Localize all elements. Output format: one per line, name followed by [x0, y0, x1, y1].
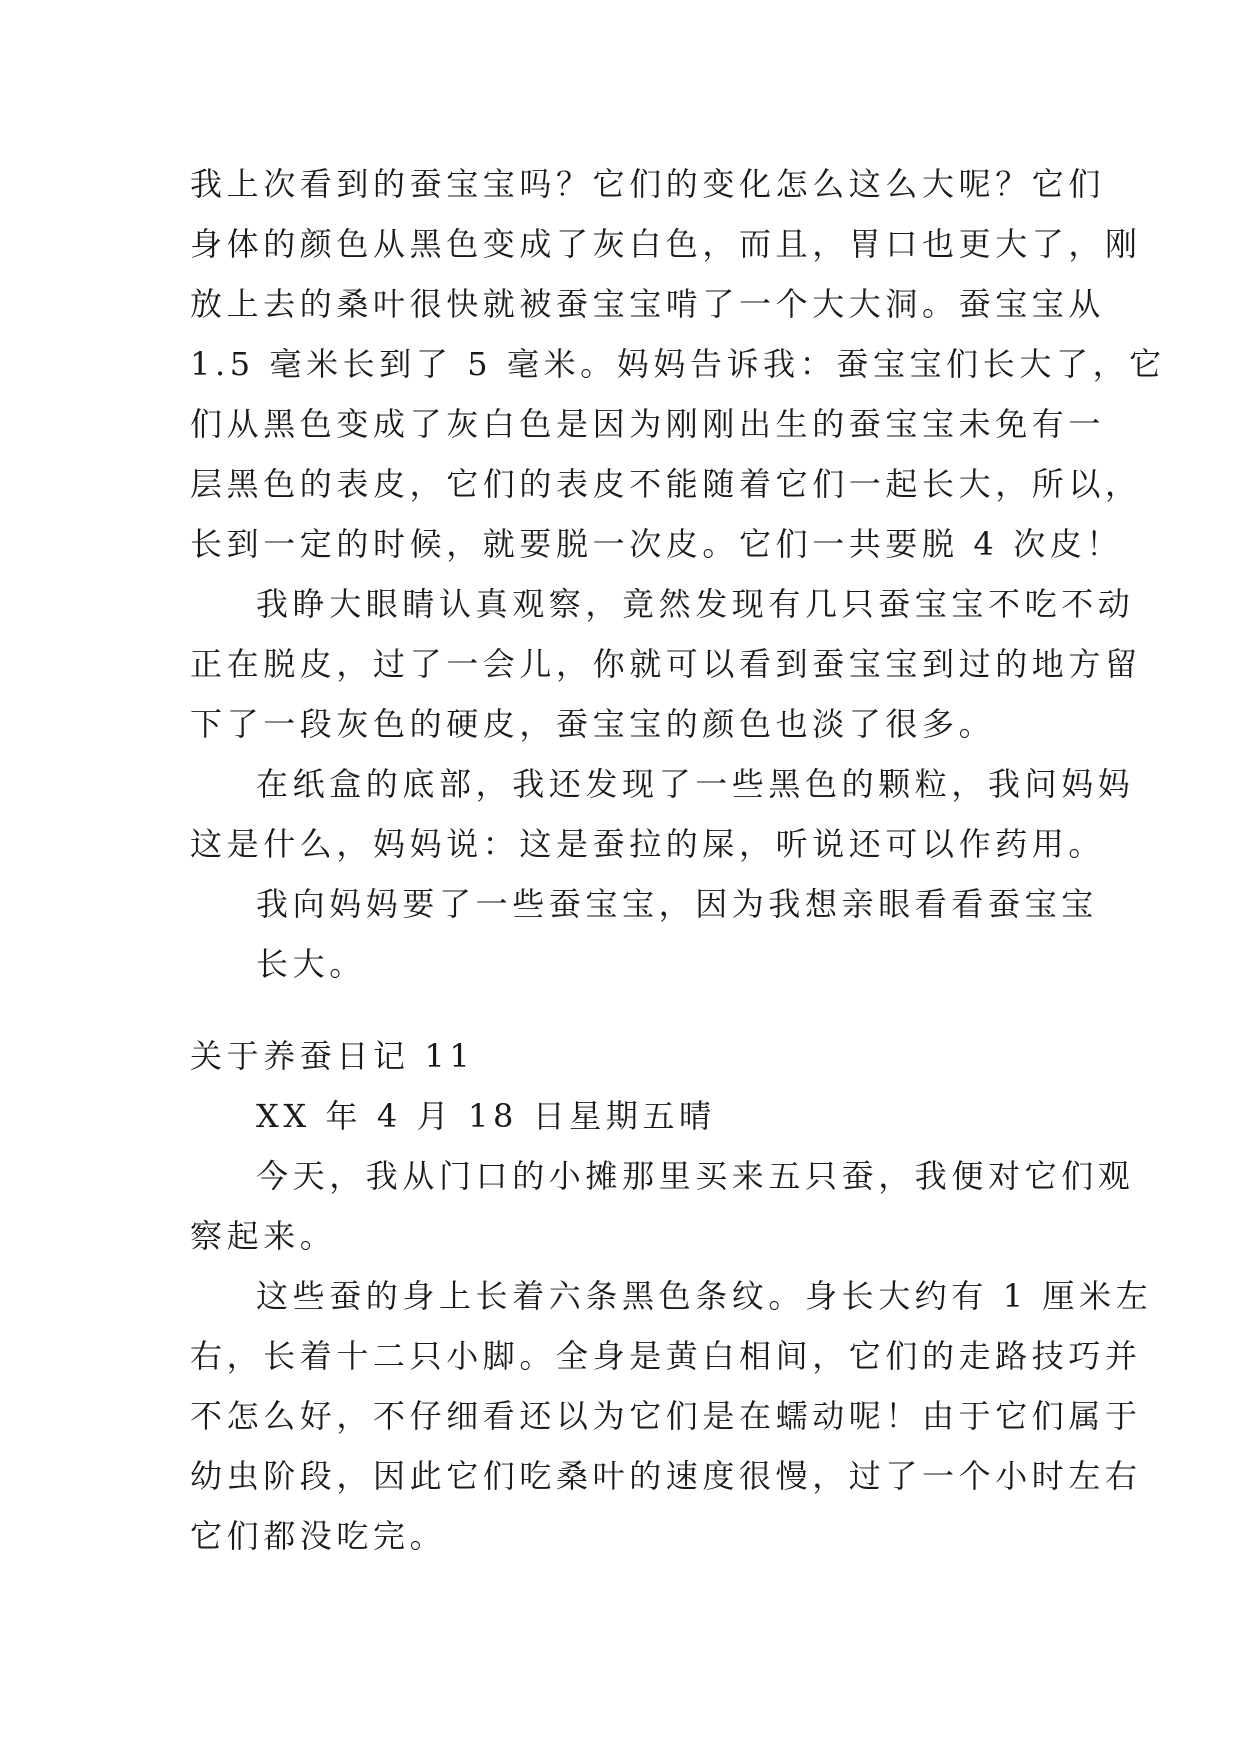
- text-line: 察起来。: [190, 1217, 337, 1255]
- text-line: 长到一定的时候，就要脱一次皮。它们一共要脱 4 次皮！: [190, 525, 1123, 563]
- text-line: 长大。: [256, 945, 366, 983]
- text-line: 正在脱皮，过了一会儿，你就可以看到蚕宝宝到过的地方留: [190, 645, 1142, 683]
- text-line: 我睁大眼睛认真观察，竟然发现有几只蚕宝宝不吃不动: [256, 585, 1135, 623]
- text-line: 我向妈妈要了一些蚕宝宝，因为我想亲眼看看蚕宝宝: [256, 885, 1098, 923]
- diary-entry-11: [190, 1026, 1153, 1566]
- text-line: 不怎么好，不仔细看还以为它们是在蠕动呢！由于它们属于: [190, 1397, 1142, 1435]
- text-line: 幼虫阶段，因此它们吃桑叶的速度很慢，过了一个小时左右: [190, 1457, 1142, 1495]
- text-line: 身体的颜色从黑色变成了灰白色，而且，胃口也更大了，刚: [190, 225, 1142, 263]
- text-line: 这些蚕的身上长着六条黑色条纹。身长大约有 1 厘米左: [256, 1277, 1153, 1315]
- text-line: 右，长着十二只小脚。全身是黄白相间，它们的走路技巧并: [190, 1337, 1142, 1375]
- text-line: 1.5 毫米长到了 5 毫米。妈妈告诉我：蚕宝宝们长大了，它: [190, 345, 1166, 383]
- text-line: 们从黑色变成了灰白色是因为刚刚出生的蚕宝宝未免有一: [190, 405, 1106, 443]
- text-line: 今天，我从门口的小摊那里买来五只蚕，我便对它们观: [256, 1157, 1135, 1195]
- entry-date: XX 年 4 月 18 日星期五晴: [256, 1097, 716, 1135]
- text-line: 这是什么，妈妈说：这是蚕拉的屎，听说还可以作药用。: [190, 825, 1106, 863]
- text-line: 层黑色的表皮，它们的表皮不能随着它们一起长大，所以，: [190, 465, 1142, 503]
- text-line: 它们都没吃完。: [190, 1517, 447, 1555]
- text-line: 下了一段灰色的硬皮，蚕宝宝的颜色也淡了很多。: [190, 705, 996, 743]
- text-line: 我上次看到的蚕宝宝吗？它们的变化怎么这么大呢？它们: [190, 165, 1106, 203]
- diary-entry-continued: [190, 154, 1166, 994]
- text-line: 在纸盒的底部，我还发现了一些黑色的颗粒，我问妈妈: [256, 765, 1135, 803]
- text-line: 放上去的桑叶很快就被蚕宝宝啃了一个大大洞。蚕宝宝从: [190, 285, 1106, 323]
- entry-title: 关于养蚕日记 11: [190, 1037, 475, 1075]
